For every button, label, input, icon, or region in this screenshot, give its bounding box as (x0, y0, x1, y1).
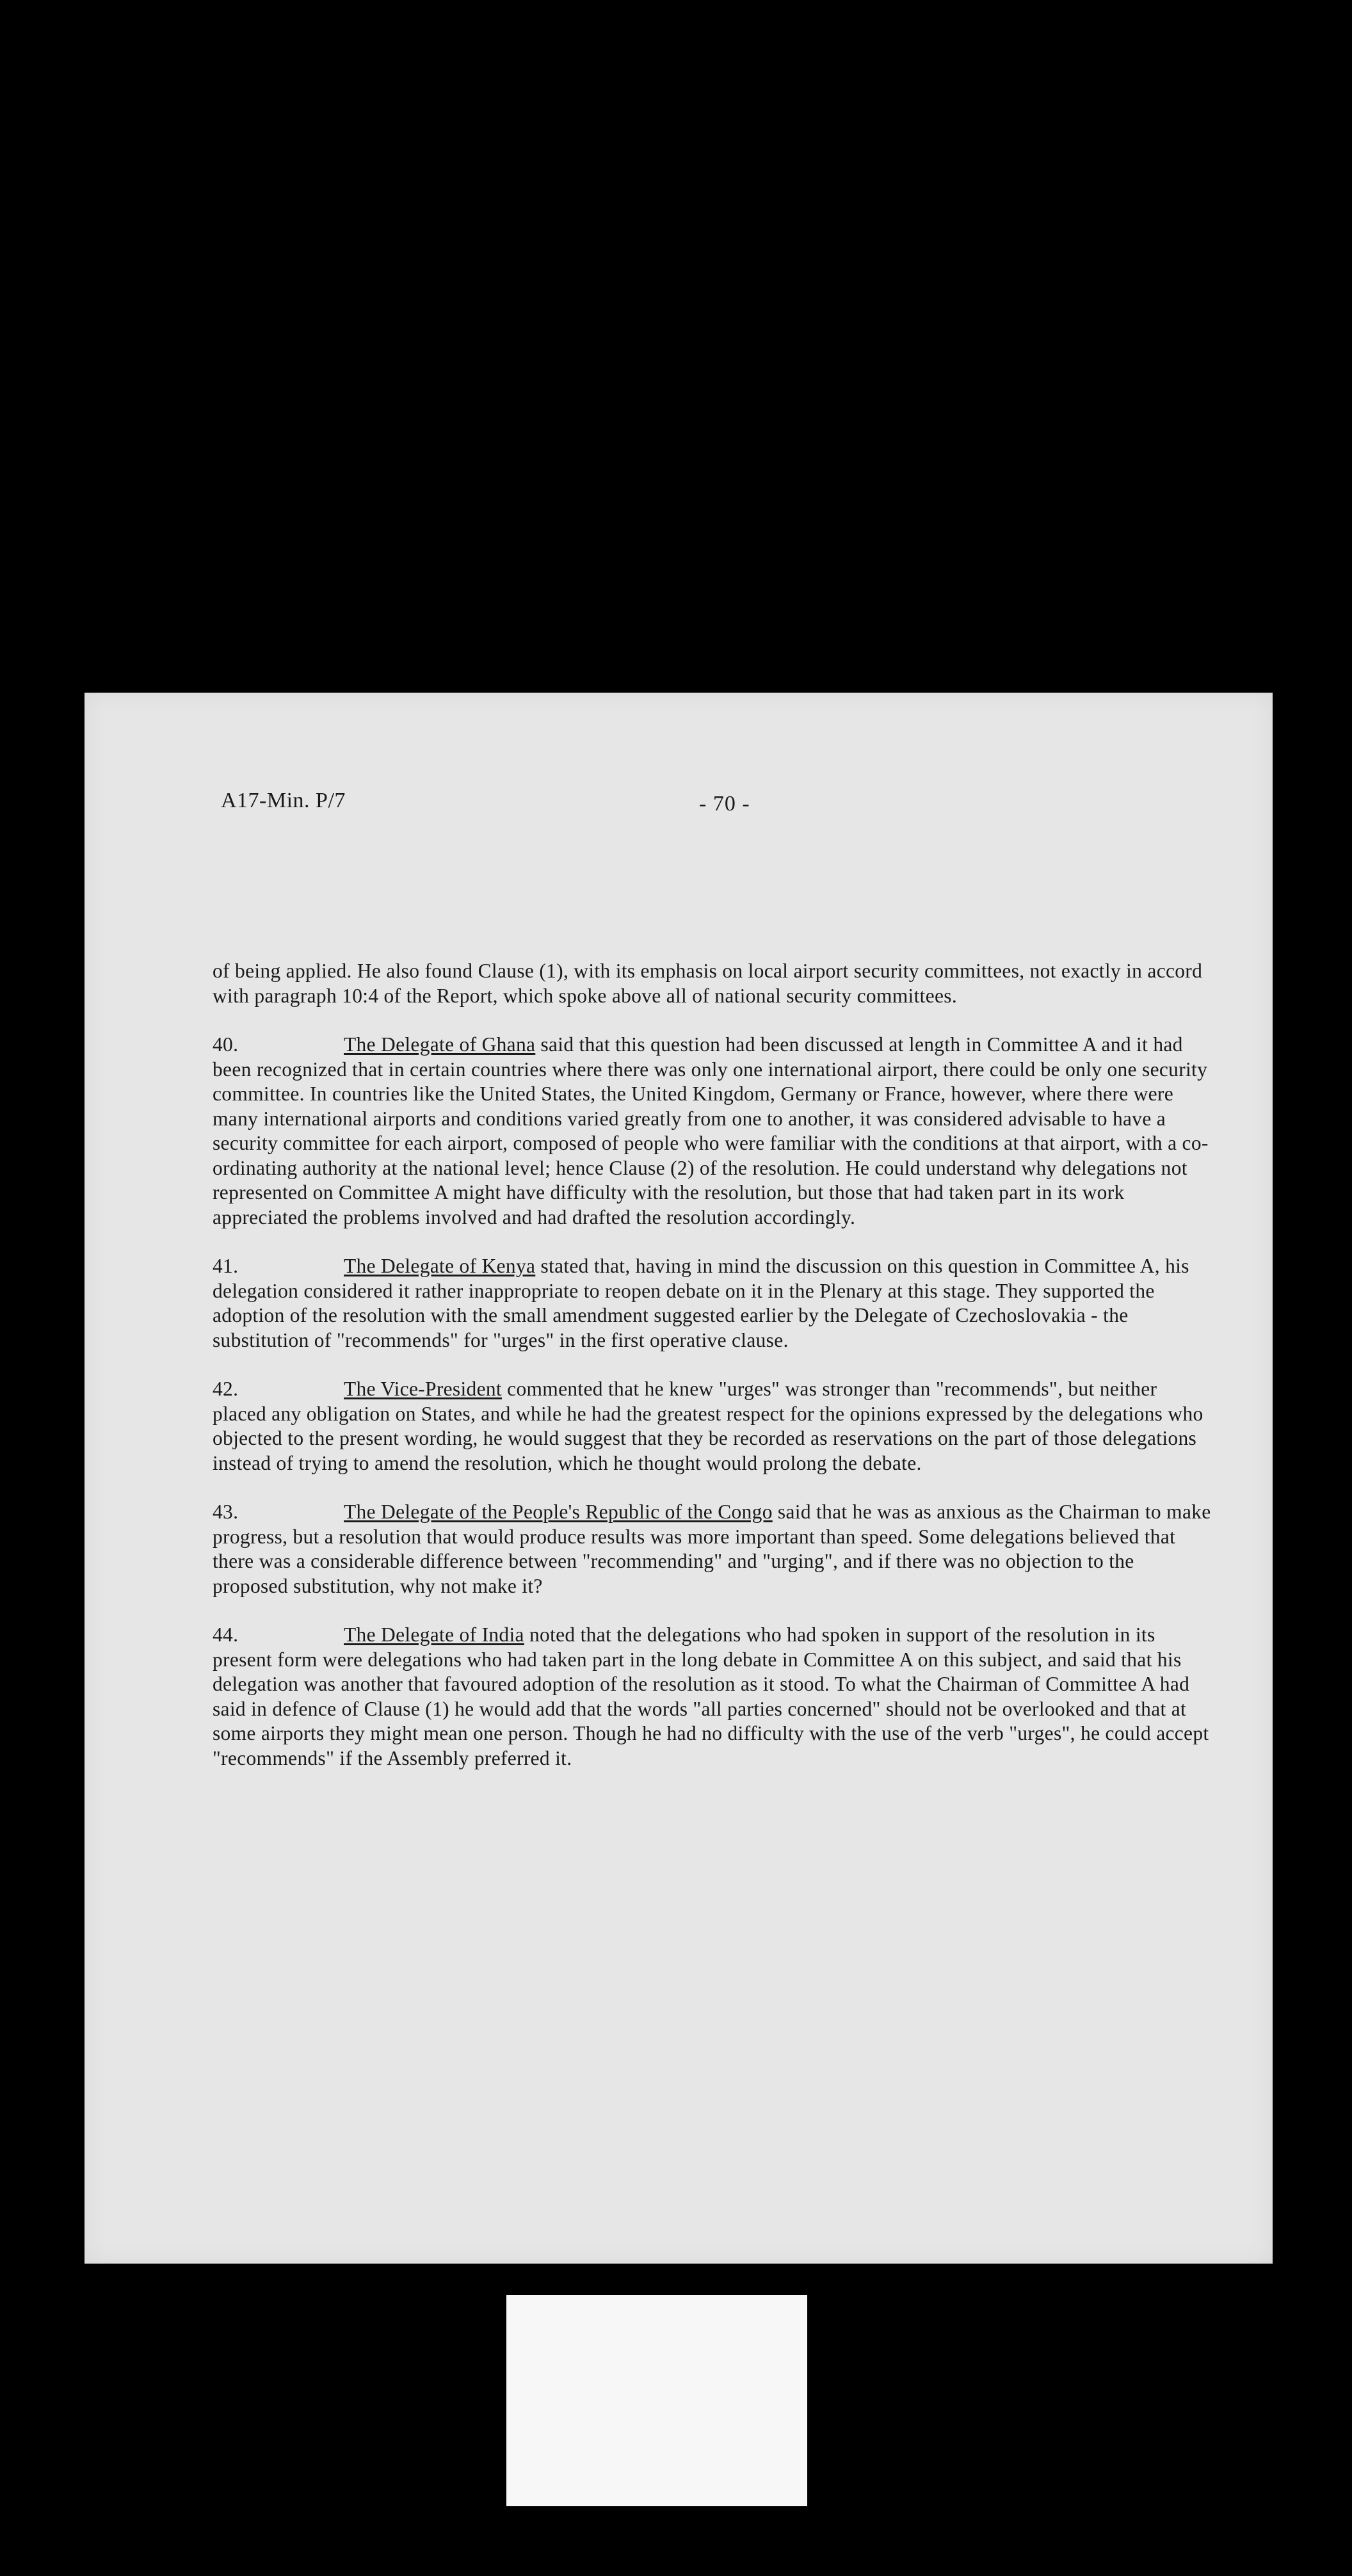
paragraph-40 (213, 1033, 1211, 1230)
speaker-name: The Delegate of Ghana (344, 1033, 536, 1056)
document-reference: A17-Min. P/7 (221, 789, 346, 812)
paragraph-42 (213, 1377, 1211, 1476)
paragraph-text: said that this question had been discussed at length in Committee A and it had been recognized that in certain countries where there was only one international airport, there could be only one security committee. In countries like the United States, the United Kingdom, Germany or France, however, where there were many international airports and conditions varied greatly from one to another, it was considered advisable to have a security committee for each airport, composed of people who were familiar with the conditions at that airport, with a co-ordinating authority at the national level; hence Clause (2) of the resolution. He could understand why delegations not represented on Committee A might have difficulty with the resolution, but those that had taken part in its work appreciated the problems involved and had drafted the resolution accordingly. (213, 1033, 1209, 1228)
page-number: - 70 - (699, 792, 750, 816)
speaker-name: The Delegate of India (344, 1623, 524, 1646)
paragraph-number: 43. (213, 1501, 239, 1523)
paragraph-41 (213, 1254, 1211, 1353)
paragraph-text: of being applied. He also found Clause (1), with its emphasis on local airport security committees, not exactly in accord with paragraph 10:4 of the Report, which spoke above all of national security committees. (213, 960, 1203, 1007)
paragraph-43 (213, 1500, 1211, 1598)
speaker-name: The Delegate of the People's Republic of the Congo (344, 1501, 773, 1523)
paragraph-number: 42. (213, 1378, 239, 1400)
paragraph-text: stated that, having in mind the discussion on this question in Committee A, his delegation considered it rather inappropriate to reopen debate on it in the Plenary at this stage. They supported the adoption of the resolution with the small amendment suggested earlier by the Delegate of Czechoslovakia - the substitution of "recommends" for "urges" in the first operative clause. (213, 1255, 1189, 1351)
paragraph-number: 41. (213, 1255, 239, 1277)
speaker-name: The Delegate of Kenya (344, 1255, 536, 1277)
paragraph-44 (213, 1623, 1211, 1771)
speaker-name: The Vice-President (344, 1378, 502, 1400)
paragraph-text: said that he was as anxious as the Chairman to make progress, but a resolution that would produce results was more important than speed. Some delegations believed that there was a considerable difference between "recommending" and "urging", and if there was no objection to the proposed substitution, why not make it? (213, 1501, 1211, 1597)
page-body (213, 959, 1211, 1795)
paragraph-number: 40. (213, 1033, 239, 1056)
document-page (84, 693, 1273, 2264)
paragraph-continuation (213, 959, 1211, 1008)
paragraph-text: commented that he knew "urges" was stronger than "recommends", but neither placed any obligation on States, and while he had the greatest respect for the opinions expressed by the delegations who objected to the present wording, he would suggest that they be recorded as reservations on the part of those delegations instead of trying to amend the resolution, which he thought would prolong the debate. (213, 1378, 1203, 1474)
paragraph-number: 44. (213, 1623, 239, 1646)
blank-target-card (506, 2295, 807, 2506)
paragraph-text: noted that the delegations who had spoken in support of the resolution in its present form were delegations who had taken part in the long debate in Committee A on this subject, and said that his delegation was another that favoured adoption of the resolution as it stood. To what the Chairman of Committee A had said in defence of Clause (1) he would add that the words "all parties concerned" should not be overlooked and that at some airports they might mean one person. Though he had no difficulty with the use of the verb "urges", he could accept "recommends" if the Assembly preferred it. (213, 1623, 1209, 1769)
